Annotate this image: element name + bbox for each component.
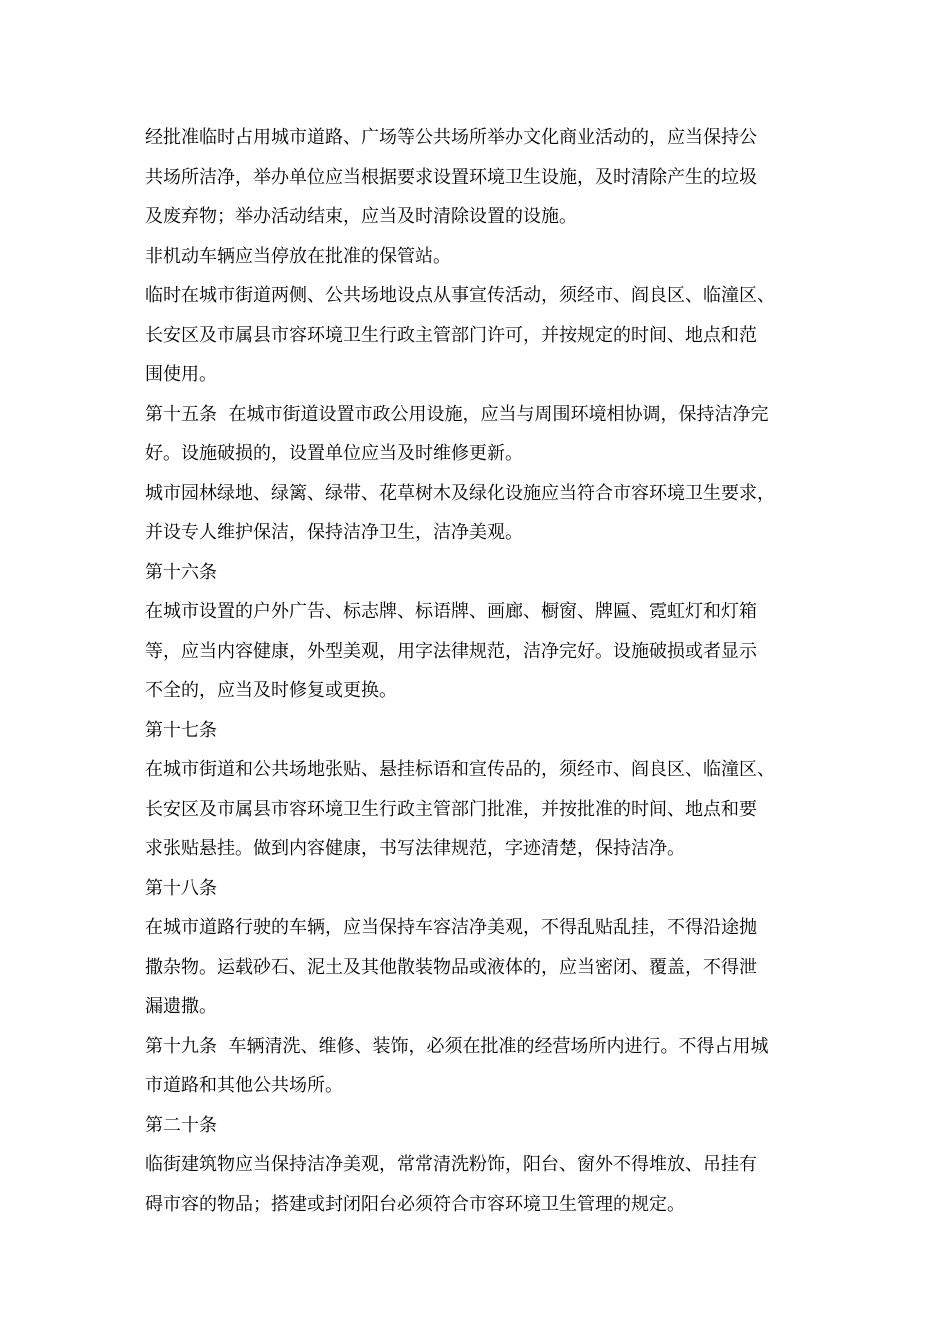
document-body [145,118,825,1224]
text-line: 第十九条 车辆清洗、维修、装饰，必须在批准的经营场所内进行。不得占用城 [145,1035,769,1057]
paragraph [145,1145,825,1224]
text-line: 市道路和其他公共场所。 [145,1075,343,1096]
article-heading [145,869,825,909]
text-line: 临街建筑物应当保持洁净美观，常常清洗粉饰，阳台、窗外不得堆放、吊挂有 [145,1154,757,1175]
paragraph [145,474,825,553]
text-line: 撒杂物。运载砂石、泥土及其他散装物品或液体的，应当密闭、覆盖，不得泄 [145,956,757,978]
text-line: 及废弃物；举办活动结束，应当及时清除设置的设施。 [145,206,577,227]
text-line: 第十七条 [145,719,217,741]
text-line: 经批准临时占用城市道路、广场等公共场所举办文化商业活动的，应当保持公 [145,127,757,148]
text-line: 长安区及市属县市容环境卫生行政主管部门批准，并按批准的时间、地点和要 [145,798,757,820]
text-line: 等，应当内容健康，外型美观，用字法律规范，洁净完好。设施破损或者显示 [145,640,757,662]
paragraph [145,1027,825,1106]
text-line: 好。设施破损的，设置单位应当及时维修更新。 [145,443,523,464]
article-heading [145,711,825,751]
text-line: 在城市道路行驶的车辆，应当保持车容洁净美观，不得乱贴乱挂，不得沿途抛 [145,917,757,938]
text-line: 围使用。 [145,364,217,385]
paragraph [145,395,825,474]
text-line: 在城市设置的户外广告、标志牌、标语牌、画廊、橱窗、牌匾、霓虹灯和灯箱 [145,601,757,622]
text-line: 非机动车辆应当停放在批准的保管站。 [145,245,451,267]
text-line: 并设专人维护保洁，保持洁净卫生，洁净美观。 [145,522,523,543]
text-line: 临时在城市街道两侧、公共场地设点从事宣传活动，须经市、阎良区、临潼区、 [145,285,775,306]
text-line: 漏遗撒。 [145,996,217,1017]
text-line: 第十五条 在城市街道设置市政公用设施，应当与周围环境相协调，保持洁净完 [145,403,769,425]
text-line: 第十六条 [145,561,217,583]
text-line: 第二十条 [145,1114,217,1136]
text-line: 长安区及市属县市容环境卫生行政主管部门许可，并按规定的时间、地点和范 [145,324,757,346]
text-line: 在城市街道和公共场地张贴、悬挂标语和宣传品的，须经市、阎良区、临潼区、 [145,759,775,780]
article-heading [145,1106,825,1146]
paragraph [145,276,825,395]
paragraph [145,118,825,237]
paragraph [145,237,825,277]
paragraph [145,592,825,711]
text-line: 碍市容的物品；搭建或封闭阳台必须符合市容环境卫生管理的规定。 [145,1193,685,1215]
paragraph [145,750,825,869]
text-line: 城市园林绿地、绿篱、绿带、花草树木及绿化设施应当符合市容环境卫生要求， [145,482,775,504]
text-line: 不全的，应当及时修复或更换。 [145,680,397,701]
text-line: 第十八条 [145,877,217,899]
text-line: 共场所洁净，举办单位应当根据要求设置环境卫生设施，及时清除产生的垃圾 [145,166,757,188]
article-heading [145,553,825,593]
paragraph [145,908,825,1027]
text-line: 求张贴悬挂。做到内容健康，书写法律规范，字迹清楚，保持洁净。 [145,838,685,859]
